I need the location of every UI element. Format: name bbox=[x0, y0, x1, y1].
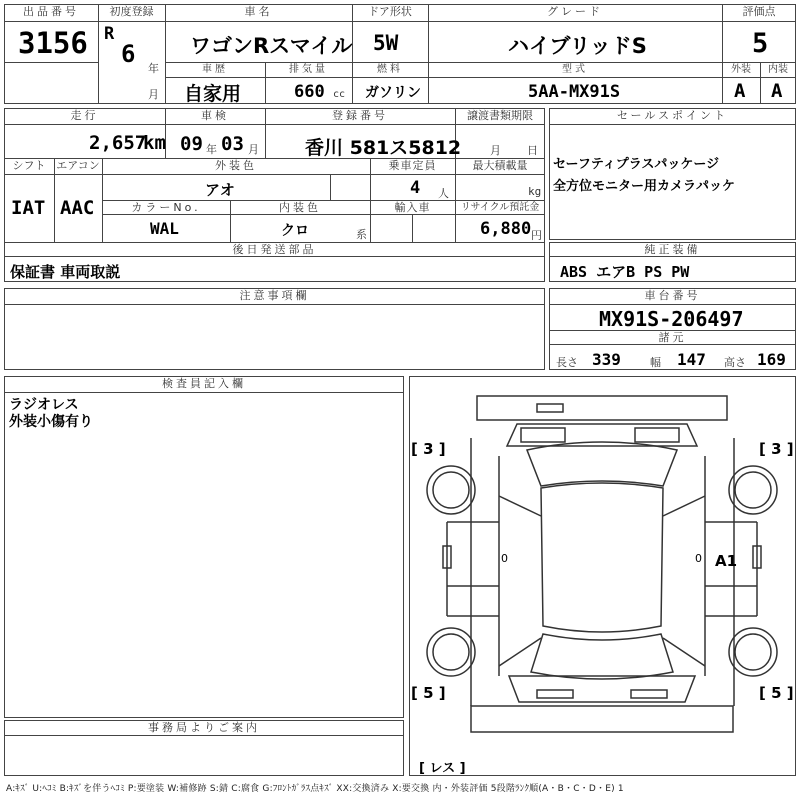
front-right-tire bbox=[729, 466, 777, 514]
rear-window bbox=[531, 634, 673, 679]
inspector-line1: ラジオレス bbox=[9, 397, 79, 413]
shift-label: シフト bbox=[12, 159, 46, 172]
insp-month-value: 03 bbox=[221, 133, 244, 155]
color-no-value: WAL bbox=[150, 219, 179, 238]
ext-color-label: 外装色 bbox=[215, 159, 257, 172]
width-label: 幅 bbox=[650, 356, 661, 369]
inspection-label: 車検 bbox=[201, 109, 229, 122]
displacement-label: 排気量 bbox=[289, 64, 328, 75]
insp-month-unit: 月 bbox=[248, 143, 259, 156]
cc-unit: cc bbox=[333, 89, 346, 100]
sales-point-block bbox=[549, 108, 796, 240]
load-unit: kg bbox=[528, 185, 542, 198]
front-left-tire-score: [ 3 ] bbox=[411, 440, 446, 458]
right-door-mark: 0 bbox=[695, 552, 702, 565]
displacement-value: 660 bbox=[294, 82, 325, 102]
sales-point-line1: セーフティプラスパッケージ bbox=[553, 157, 720, 172]
windshield bbox=[527, 442, 677, 486]
front-emblem bbox=[537, 404, 563, 412]
insp-year-value: 09 bbox=[180, 133, 203, 155]
int-color-value: クロ bbox=[281, 223, 309, 239]
door-label: ドア形状 bbox=[368, 5, 412, 18]
sales-point-line2: 全方位モニター用カメラパッケ bbox=[553, 179, 736, 194]
import-label: 輸入車 bbox=[394, 201, 431, 214]
mileage-label: 走行 bbox=[70, 109, 99, 122]
front-right-tire-score: [ 3 ] bbox=[759, 440, 794, 458]
reg-no-label: 登録番号 bbox=[332, 109, 388, 122]
door-value: 5W bbox=[373, 31, 399, 55]
model-code-value: 5AA-MX91S bbox=[528, 82, 621, 102]
lot-no-value: 3156 bbox=[18, 26, 88, 60]
car-name-value: ワゴンRスマイル bbox=[190, 34, 353, 58]
shift-value: IAT bbox=[11, 197, 46, 219]
recycle-value: 6,880 bbox=[480, 219, 532, 239]
body-outline bbox=[471, 438, 734, 706]
lot-no-label: 出品番号 bbox=[23, 5, 79, 18]
front-left-tire bbox=[427, 466, 475, 514]
score-label: 評価点 bbox=[742, 5, 776, 18]
height-label: 高さ bbox=[724, 356, 746, 369]
ext-score-value: A bbox=[734, 80, 746, 102]
month-unit: 月 bbox=[148, 88, 159, 101]
car-diagram bbox=[409, 376, 796, 776]
rear-right-tire-score: [ 5 ] bbox=[759, 684, 794, 702]
office-label: 事務局よりご案内 bbox=[148, 721, 260, 734]
height-value: 169 bbox=[757, 350, 786, 369]
aircon-value: AAC bbox=[60, 197, 95, 219]
ext-color-value: アオ bbox=[205, 181, 235, 199]
km-unit: km bbox=[143, 132, 166, 154]
history-value: 自家用 bbox=[184, 83, 242, 105]
fuel-label: 燃料 bbox=[377, 64, 403, 75]
inspector-label: 検査員記入欄 bbox=[162, 377, 246, 390]
era-value: R bbox=[104, 24, 115, 44]
front-bumper bbox=[477, 396, 727, 420]
rear-right-tire bbox=[729, 628, 777, 676]
rear-left-tire-score: [ 5 ] bbox=[411, 684, 446, 702]
length-value: 339 bbox=[592, 350, 621, 369]
recycle-label: リサイクル預託金 bbox=[460, 202, 540, 213]
rear-left-tire bbox=[427, 628, 475, 676]
capacity-label: 乗車定員 bbox=[388, 159, 437, 172]
history-label: 車歴 bbox=[202, 64, 228, 75]
capacity-value: 4 bbox=[410, 178, 421, 198]
aircon-label: エアコン bbox=[56, 159, 100, 172]
model-code-label: 型式 bbox=[562, 64, 588, 75]
specs-label: 諸元 bbox=[658, 331, 687, 344]
later-parts-value: 保証書 車両取説 bbox=[10, 263, 121, 281]
insp-year-unit: 年 bbox=[206, 143, 217, 156]
first-reg-label: 初度登録 bbox=[109, 5, 154, 18]
int-color-label: 内装色 bbox=[279, 201, 321, 214]
notes-label: 注意事項欄 bbox=[239, 289, 310, 302]
int-color-unit: 系 bbox=[356, 228, 367, 241]
chassis-no-value: MX91S-206497 bbox=[599, 307, 744, 331]
capacity-unit: 人 bbox=[438, 187, 449, 200]
year-unit: 年 bbox=[148, 62, 159, 75]
year-value: 6 bbox=[121, 40, 136, 68]
roof bbox=[541, 483, 663, 632]
doc-month: 月 bbox=[490, 144, 501, 157]
width-value: 147 bbox=[677, 350, 706, 369]
int-score-label: 内装 bbox=[768, 64, 788, 75]
mileage-value: 2,657 bbox=[89, 132, 147, 154]
genuine-equip-label: 純正装備 bbox=[644, 243, 701, 256]
length-label: 長さ bbox=[556, 356, 578, 369]
fuel-value: ガソリン bbox=[365, 85, 421, 101]
grade-value: ハイブリッドS bbox=[508, 34, 647, 58]
car-name-label: 車名 bbox=[244, 5, 273, 18]
damage-legend: A:ｷｽﾞ U:ﾍｺﾐ B:ｷｽﾞを伴うﾍｺﾐ P:要塗装 W:補修跡 S:錆 C:腐食 G:ﾌﾛﾝﾄｶﾞﾗｽ点ｷｽﾞ XX:交換済み X:要交換 内・外装評価 5段階ﾗﾝｸ順(A・B・C・D・E) 1 bbox=[6, 784, 624, 794]
color-no-label: カラーNo. bbox=[131, 201, 201, 214]
spare-tire-status: [ レス ] bbox=[419, 761, 466, 776]
transfer-doc-label: 譲渡書類期限 bbox=[467, 109, 533, 122]
later-parts-label: 後日発送部品 bbox=[232, 243, 317, 256]
rear-bumper bbox=[471, 706, 733, 732]
left-door-mark: 0 bbox=[501, 552, 508, 565]
sales-point-label: セールスポイント bbox=[616, 109, 728, 122]
doc-day: 日 bbox=[527, 144, 538, 157]
genuine-equip-value: ABS エアB PS PW bbox=[560, 263, 690, 281]
inspector-line2: 外装小傷有り bbox=[9, 414, 93, 430]
max-load-label: 最大積載量 bbox=[472, 159, 528, 172]
ext-score-label: 外装 bbox=[731, 64, 751, 75]
damage-mark-a1: A1 bbox=[715, 552, 738, 570]
score-value: 5 bbox=[752, 28, 769, 59]
reg-no-value: 香川 581ス5812 bbox=[305, 137, 462, 159]
int-score-value: A bbox=[771, 80, 783, 102]
grade-label: グレード bbox=[547, 5, 603, 18]
yen-unit: 円 bbox=[531, 229, 542, 242]
chassis-no-label: 車台番号 bbox=[644, 289, 701, 302]
